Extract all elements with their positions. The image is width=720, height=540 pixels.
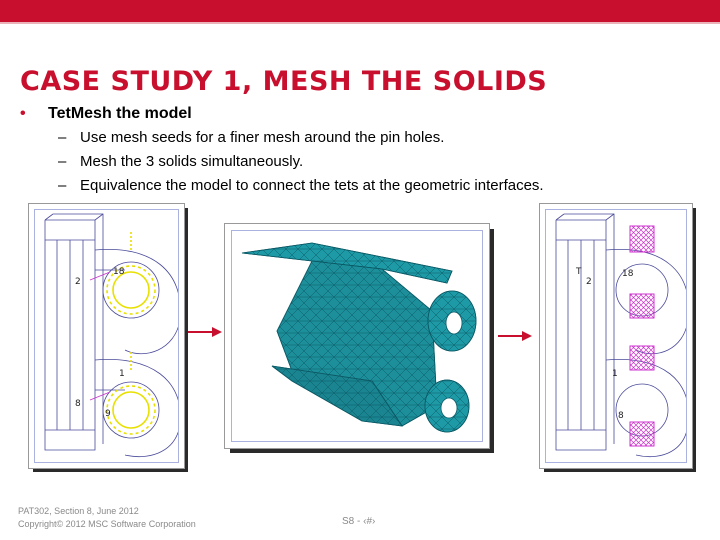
bracket-wireframe-seeded xyxy=(35,210,178,462)
page-number: S8 - ‹#› xyxy=(342,516,376,527)
left-figure-frame xyxy=(34,209,179,463)
slide-title: CASE STUDY 1, MESH THE SOLIDS xyxy=(20,66,548,97)
label-text: 2 xyxy=(75,277,81,287)
meshed-bracket-image xyxy=(232,231,482,441)
bullet-item xyxy=(20,104,710,128)
pin-hole-icon xyxy=(446,312,462,334)
subbullet-item xyxy=(20,176,710,200)
label-text: 1 xyxy=(612,369,618,379)
subbullet-item xyxy=(20,128,710,152)
label-text: T xyxy=(576,267,582,277)
label-text: 18 xyxy=(113,267,125,277)
title-bar-underline xyxy=(0,22,720,24)
subbullet-item xyxy=(20,152,710,176)
right-arrow-icon xyxy=(188,325,224,339)
bullet-list xyxy=(20,104,710,200)
subbullet-marker: – xyxy=(58,177,67,194)
subbullet-marker: – xyxy=(58,129,67,146)
right-figure-frame xyxy=(545,209,687,463)
bullet-marker: • xyxy=(20,105,26,122)
title-bar-band xyxy=(0,0,720,22)
left-figure-panel xyxy=(28,203,185,469)
pin-hole-icon xyxy=(441,398,457,418)
label-text: 18 xyxy=(622,269,634,279)
subbullet-marker: – xyxy=(58,153,67,170)
footer-course: PAT302, Section 8, June 2012 xyxy=(18,506,139,516)
center-figure-panel xyxy=(224,223,490,449)
subbullet-text: Use mesh seeds for a finer mesh around the pin holes. xyxy=(80,129,445,146)
label-text: 1 xyxy=(119,369,125,379)
subbullet-text: Equivalence the model to connect the tets at the geometric interfaces. xyxy=(80,177,544,194)
right-arrow-icon xyxy=(498,329,534,343)
center-figure-frame xyxy=(231,230,483,442)
label-text: 8 xyxy=(618,411,624,421)
label-text: 2 xyxy=(586,277,592,287)
bullet-text: TetMesh the model xyxy=(48,105,192,122)
right-figure-panel xyxy=(539,203,693,469)
label-text: 9 xyxy=(105,409,111,419)
label-text: 8 xyxy=(75,399,81,409)
footer-copyright: Copyright© 2012 MSC Software Corporation xyxy=(18,519,196,529)
subbullet-text: Mesh the 3 solids simultaneously. xyxy=(80,153,304,170)
bracket-wireframe-equivalenced xyxy=(546,210,686,462)
